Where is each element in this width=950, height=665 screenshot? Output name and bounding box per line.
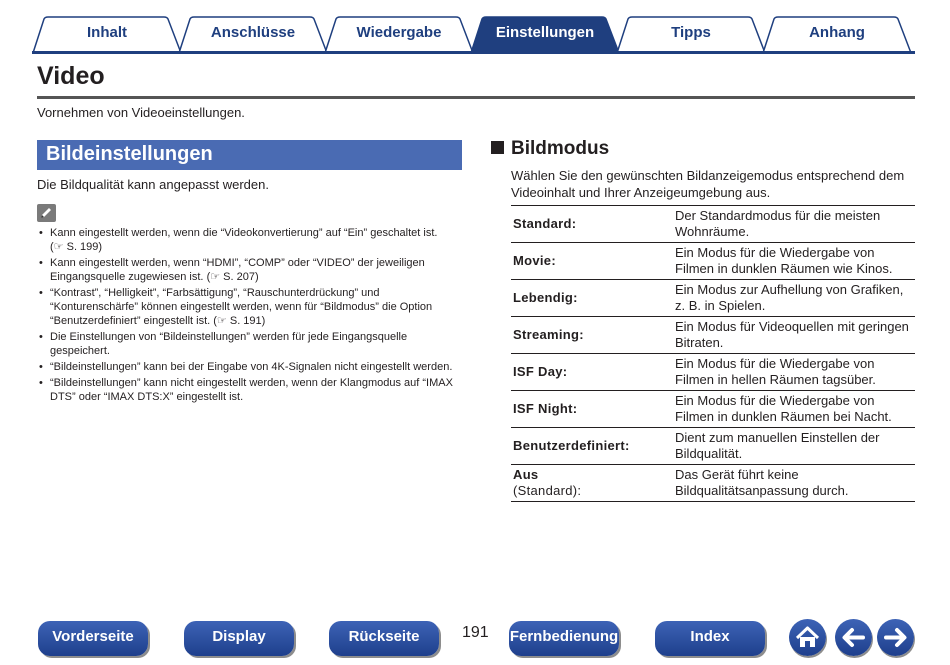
note-text: “Bildeinstellungen” kann bei der Eingabe von 4K-Signalen nicht eingestellt werden. (50, 361, 453, 373)
mode-name: Streaming: (511, 317, 674, 354)
page-subtitle: Vornehmen von Videoeinstellungen. (37, 105, 245, 120)
forward-button[interactable] (877, 619, 914, 656)
page-reference[interactable]: (☞ S. 191) (213, 315, 266, 327)
section-description: Die Bildqualität kann angepasst werden. (37, 177, 269, 192)
tab-label: Anschlüsse (210, 24, 296, 41)
bildmodus-heading (491, 138, 609, 160)
hand-pointer-icon: ☞ (210, 271, 221, 283)
note-text: Die Einstellungen von “Bildeinstellungen” werden für jede Eingangsquelle gespeichert. (50, 331, 408, 357)
mode-description: Ein Modus für Videoquellen mit geringen Bitraten. (674, 317, 915, 354)
table-row (511, 391, 915, 428)
note-item (37, 226, 457, 254)
home-icon (789, 619, 826, 656)
tab-tipps[interactable] (616, 16, 766, 54)
mode-name-cell (511, 465, 674, 502)
square-bullet-icon (491, 141, 504, 154)
note-item (37, 360, 457, 374)
mode-description: Das Gerät führt keine Bildqualitätsanpassung durch. (674, 465, 915, 502)
remote-control-button[interactable]: Fernbedienung (509, 621, 619, 656)
table-row (511, 280, 915, 317)
hand-pointer-icon: ☞ (216, 315, 227, 327)
mode-name: Standard: (511, 206, 674, 243)
reference-page: S. 207 (223, 271, 255, 283)
table-row (511, 428, 915, 465)
tab-label: Wiedergabe (356, 24, 442, 41)
tab-underline (32, 51, 915, 54)
tab-bar (32, 16, 914, 54)
mode-description: Ein Modus zur Aufhellung von Grafiken, z. B. in Spielen. (674, 280, 915, 317)
rear-panel-button[interactable]: Rückseite (329, 621, 439, 656)
mode-default-label: (Standard): (513, 483, 582, 498)
mode-name: ISF Day: (511, 354, 674, 391)
note-item (37, 330, 457, 358)
table-row (511, 206, 915, 243)
bildmodus-description: Wählen Sie den gewünschten Bildanzeigemodus entsprechend dem Videoinhalt und Ihrer Anzeigeumgebung aus. (511, 168, 905, 200)
page-number: 191 (462, 624, 489, 641)
section-title: Bildeinstellungen (37, 140, 462, 170)
mode-name: ISF Night: (511, 391, 674, 428)
arrow-right-icon (877, 619, 914, 656)
reference-page: S. 191 (229, 315, 262, 327)
display-button[interactable]: Display (184, 621, 294, 656)
tab-anhang[interactable] (762, 16, 912, 54)
index-button[interactable]: Index (655, 621, 765, 656)
note-item (37, 286, 457, 328)
tab-label: Einstellungen (495, 24, 595, 41)
tab-inhalt[interactable] (32, 16, 182, 54)
mode-name: Benutzerdefiniert: (511, 428, 674, 465)
mode-name: Aus (513, 467, 539, 482)
front-panel-button[interactable]: Vorderseite (38, 621, 148, 656)
mode-description: Ein Modus für die Wiedergabe von Filmen in dunklen Räumen bei Nacht. (674, 391, 915, 428)
mode-table (511, 205, 915, 502)
notes-list (37, 226, 457, 406)
pencil-glyph (37, 204, 56, 222)
tab-label: Anhang (809, 24, 865, 41)
tab-wiedergabe[interactable] (324, 16, 474, 54)
page-title: Video (37, 62, 105, 90)
mode-description: Ein Modus für die Wiedergabe von Filmen in dunklen Räumen wie Kinos. (674, 243, 915, 280)
note-item (37, 256, 457, 284)
table-row (511, 317, 915, 354)
reference-page: S. 199 (66, 241, 99, 253)
title-divider (37, 96, 915, 99)
pencil-icon (37, 204, 56, 222)
page-reference[interactable]: (☞ S. 207) (206, 271, 259, 283)
page-reference[interactable]: (☞ S. 199) (50, 241, 103, 253)
note-text: Kann eingestellt werden, wenn “HDMI”, “COMP” oder “VIDEO” der jeweiligen Eingangsquelle zugewiesen ist. (50, 257, 425, 283)
mode-description: Dient zum manuellen Einstellen der Bildqualität. (674, 428, 915, 465)
arrow-left-icon (835, 619, 872, 656)
tab-einstellungen[interactable] (470, 16, 620, 54)
note-text: “Bildeinstellungen” kann nicht eingestellt werden, wenn der Klangmodus auf “IMAX DTS” oder “IMAX DTS:X” eingestellt ist. (50, 377, 453, 403)
table-row (511, 243, 915, 280)
heading-text: Bildmodus (511, 138, 610, 159)
tab-anschluesse[interactable] (178, 16, 328, 54)
home-button[interactable] (789, 619, 826, 656)
mode-description: Der Standardmodus für die meisten Wohnräume. (674, 206, 915, 243)
mode-name: Movie: (511, 243, 674, 280)
table-row (511, 354, 915, 391)
table-row (511, 465, 915, 502)
back-button[interactable] (835, 619, 872, 656)
tab-label: Tipps (671, 24, 711, 41)
note-text: Kann eingestellt werden, wenn die “Videokonvertierung” auf “Ein” geschaltet ist. (50, 227, 438, 239)
tab-label: Inhalt (87, 24, 127, 41)
hand-pointer-icon: ☞ (53, 241, 64, 253)
mode-description: Ein Modus für die Wiedergabe von Filmen in hellen Räumen tagsüber. (674, 354, 915, 391)
mode-name: Lebendig: (511, 280, 674, 317)
note-item (37, 376, 457, 404)
note-text: “Kontrast”, “Helligkeit”, “Farbsättigung”, “Rauschunterdrückung” und “Konturenschärfe” können eingestellt werden, wenn für “Bildmodus” die Option “Benutzerdefiniert” eingestellt ist. (50, 287, 433, 327)
